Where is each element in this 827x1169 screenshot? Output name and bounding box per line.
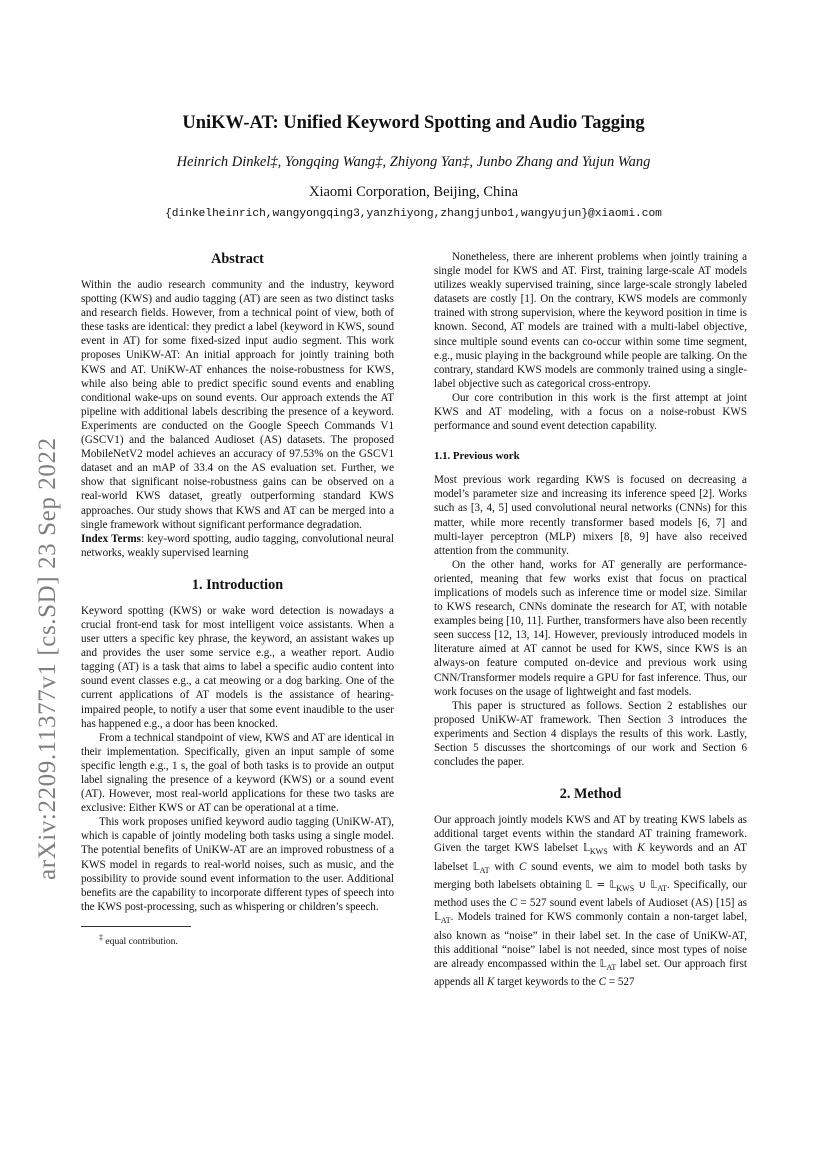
paper-title: UniKW-AT: Unified Keyword Spotting and Audio Tagging	[182, 113, 645, 133]
right-column	[434, 250, 747, 989]
paper-header	[0, 110, 827, 222]
abstract-heading: Abstract	[211, 251, 264, 267]
intro-paragraph: From a technical standpoint of view, KWS and AT are identical in their implementation. Specifically, given an input sample of some specific length e.g., 1 s, the goal of both tasks is to provide an output label signaling the presence of a keyword (KWS) or a sound event (AT). However, most real-world applications for these two tasks are exclusive: Either KWS or AT can be operational at a time.	[81, 731, 394, 815]
left-column	[81, 250, 394, 948]
body-paragraph: Nonetheless, there are inherent problems when jointly training a single model for KWS and AT. First, training large-scale AT models utilizes weakly supervised training, since large-scale strongly labeled datasets are costly [1]. On the contrary, KWS models are commonly trained with strong supervision, where the keyword position in time is known. Second, AT models are trained with a multi-label objective, since multiple sound events can co-occur within some time segment, e.g., music playing in the background while people are talking. On the contrary, standard KWS models are commonly trained using a single-label objective such as categorical cross-entropy.	[434, 251, 747, 390]
footnote-mark: ‡	[99, 932, 103, 942]
index-terms	[81, 532, 394, 560]
author-emails: {dinkelheinrich,wangyongqing3,yanzhiyong,zhangjunbo1,wangyujun}@xiaomi.com	[165, 208, 662, 220]
body-paragraph: Most previous work regarding KWS is focused on decreasing a model’s parameter size and increasing its inference speed [2]. Works such as [3, 4, 5] used convolutional neural networks (CNNs) for this matter, while more recently transformer based models [6, 7] and multi-layer perceptron (MLP) mixers [8, 9] have also received attention from the community.	[434, 474, 747, 557]
author-list: Heinrich Dinkel‡, Yongqing Wang‡, Zhiyong Yan‡, Junbo Zhang and Yujun Wang	[176, 154, 651, 170]
intro-paragraph: Keyword spotting (KWS) or wake word detection is nowadays a crucial front-end task for most intelligent voice assistants. When a user utters a specific key phrase, the keyword, an assistant wakes up and provides the user some service e.g., a weather report. Audio tagging (AT) is a task that aims to label a specific audio content into sound event classes e.g., a cat meowing or a dog barking. One of the current applications of AT models is the assistance of hearing-impaired people, to notify a user that some event inaudible to the user has happened e.g., a door has been knocked.	[81, 604, 394, 730]
method-paragraph: Our approach jointly models KWS and AT by treating KWS labels as additional target events within the standard AT training framework. Given the target KWS labelset 𝕃$_{KWS}$ with K keywords and an AT labelset 𝕃$_{AT}$ with C sound events, we aim to model both tasks by merging both labelsets obtaining 𝕃 = 𝕃$_{KWS}$ ∪ 𝕃$_{AT}$. Specifically, our method uses the C = 527 sound event labels of Audioset (AS) [15] as 𝕃$_{AT}$. Models trained for KWS commonly contain a non-target label, also known as “noise” in their label set. In the case of UniKW-AT, this additional “noise” label is not needed, since most types of noise are already encompassed within the 𝕃$_{AT}$ label set. Our approach first appends all K target keywords to the C = 527	[434, 814, 747, 989]
method-heading: 2. Method	[559, 786, 622, 803]
affiliation: Xiaomi Corporation, Beijing, China	[308, 184, 519, 200]
abstract-body: Within the audio research community and the industry, keyword spotting (KWS) and audio tagging (AT) are seen as two distinct tasks and research fields. However, from a technical point of view, both of these tasks are identical: they predict a label (keyword in KWS, sound event in AT) for some fixed-sized input audio segment. This work proposes UniKW-AT: An initial approach for jointly training both KWS and AT. UniKW-AT enhances the noise-robustness for KWS, while also being able to predict specific sound events and enabling conditional wake-ups on sound events. Our approach extends the AT pipeline with additional labels describing the presence of a keyword. Experiments are conducted on the Google Speech Commands V1 (GSCV1) and the balanced Audioset (AS) datasets. The proposed MobileNetV2 model achieves an accuracy of 97.53% on the GSCV1 dataset and an mAP of 33.4 on the AS evaluation set. Further, we show that significant noise-robustness gains can be observed on a real-world KWS dataset, greatly outperforming standard KWS approaches. Our study shows that KWS and AT can be merged into a single framework without significant performance degradation.	[81, 279, 394, 531]
footnote-text: equal contribution.	[103, 936, 178, 948]
intro-heading: 1. Introduction	[191, 576, 284, 593]
body-paragraph: This paper is structured as follows. Section 2 establishes our proposed UniKW-AT framework. Then Section 3 introduces the experiments and Section 4 displays the results of this work. Lastly, Section 5 discusses the shortcomings of our work and Section 6 concludes the paper.	[434, 699, 747, 769]
index-terms-text: : key-word spotting, audio tagging, convolutional neural networks, weakly supervised learning	[81, 532, 394, 559]
index-terms-label: Index Terms	[81, 532, 141, 545]
footnote	[81, 932, 394, 948]
intro-paragraph: This work proposes unified keyword audio tagging (UniKW-AT), which is capable of jointly modeling both tasks using a single model. The potential benefits of UniKW-AT are an improved robustness of a KWS model in regards to real-world noises, such as music, and the possibility to provide sound event information to the user. Additional benefits are the capability to incorporate different types of speech into the KWS post-processing, such as whispering or children’s speech.	[81, 816, 394, 913]
body-paragraph: On the other hand, works for AT generally are performance-oriented, meaning that few works exist that focus on practical implications of models such as inference time or model size. Similar to KWS research, CNNs dominate the research for AT, with notable examples being [10, 11]. Further, transformers have also been recently seen success [12, 13, 14]. However, previously introduced models in literature aimed at AT cannot be used for KWS, since KWS is an always-on feature computed on-device and previous work using CNN/Transformer models require a GPU for fast inference. Thus, our work focuses on the usage of lightweight and fast models.	[434, 558, 747, 698]
subsection-heading: 1.1. Previous work	[434, 450, 520, 463]
footnote-rule	[81, 926, 191, 927]
body-paragraph: Our core contribution in this work is the first attempt at joint KWS and AT modeling, with a focus on a noise-robust KWS performance and sound event detection capability.	[434, 391, 747, 433]
arxiv-identifier: arXiv:2209.11377v1 [cs.SD] 23 Sep 2022	[34, 437, 61, 880]
